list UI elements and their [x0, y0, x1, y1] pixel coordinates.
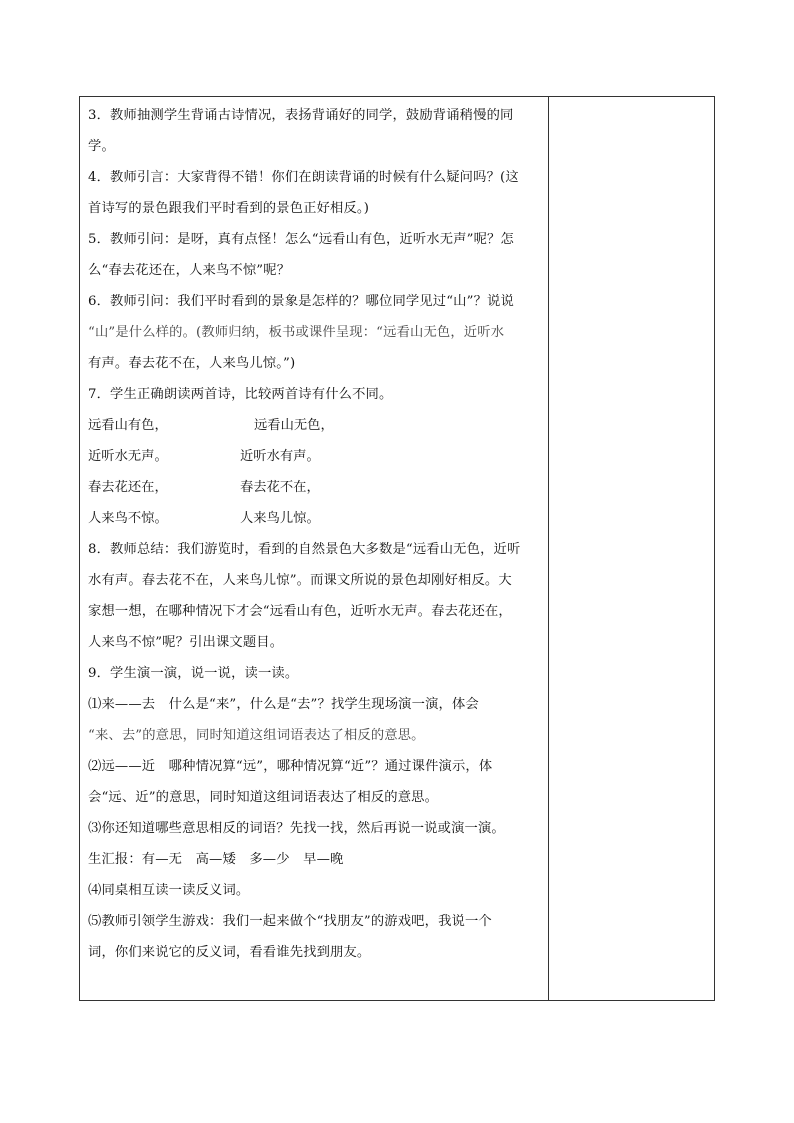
text-line: 生汇报：有—无 高—矮 多—少 早—晚: [88, 852, 344, 867]
poem-original-line: 人来鸟不惊。: [88, 511, 168, 526]
lesson-table: [79, 96, 715, 1001]
text-line: 词，你们来说它的反义词，看看谁先找到朋友。: [88, 945, 371, 960]
poem-contrast-line: 远看山无色，: [254, 418, 334, 433]
poem-original-line: 远看山有色，: [88, 418, 168, 433]
text-line: 4．教师引言：大家背得不错！你们在朗读背诵的时候有什么疑问吗？(这: [88, 170, 519, 185]
poem-contrast-line: 春去花不在，: [240, 480, 320, 495]
lesson-content-cell: [80, 97, 549, 1000]
text-line: 学。: [88, 139, 115, 154]
text-line: 家想一想，在哪种情况下才会“远看山有色，近听水无声。春去花还在，: [88, 604, 512, 619]
text-line: 8．教师总结：我们游览时，看到的自然景色大多数是“远看山无色，近听: [88, 542, 521, 557]
poem-contrast-line: 近听水有声。: [240, 449, 320, 464]
poem-row: [88, 410, 541, 441]
text-line: ⑴来——去 什么是“来”，什么是“去”？找学生现场演一演，体会: [88, 697, 479, 712]
text-line: 6．教师引问：我们平时看到的景象是怎样的？哪位同学见过“山”？说说: [88, 294, 514, 309]
text-line: “山”是什么样的。(教师归纳，板书或课件呈现：“远看山无色，近听水: [88, 325, 505, 340]
poem-row: [88, 472, 541, 503]
text-line: 9．学生演一演，说一说，读一读。: [88, 666, 299, 681]
text-line: 3．教师抽测学生背诵古诗情况，表扬背诵好的同学，鼓励背诵稍慢的同: [88, 108, 514, 123]
text-line: 5．教师引问：是呀，真有点怪！怎么“远看山有色，近听水无声”呢？怎: [88, 232, 514, 247]
text-line: 水有声。春去花不在，人来鸟儿惊”。而课文所说的景色却刚好相反。大: [88, 573, 512, 588]
text-line: ⑶你还知道哪些意思相反的词语？先找一找，然后再说一说或演一演。: [88, 821, 505, 836]
text-line: 7．学生正确朗读两首诗，比较两首诗有什么不同。: [88, 387, 393, 402]
text-line: ⑷同桌相互读一读反义词。: [88, 883, 250, 898]
notes-cell: [549, 97, 714, 1000]
text-line: “来、去”的意思，同时知道这组词语表达了相反的意思。: [88, 728, 425, 743]
text-line: 首诗写的景色跟我们平时看到的景色正好相反。): [88, 201, 370, 216]
text-line: 么“春去花还在，人来鸟不惊”呢？: [88, 263, 291, 278]
poem-row: [88, 441, 541, 472]
text-line: ⑵远——近 哪种情况算“远”，哪种情况算“近”？通过课件演示，体: [88, 759, 493, 774]
text-line: 有声。春去花不在，人来鸟儿惊。”): [88, 356, 296, 371]
text-line: ⑸教师引领学生游戏：我们一起来做个“找朋友”的游戏吧，我说一个: [88, 914, 492, 929]
poem-row: [88, 503, 541, 534]
poem-contrast-line: 人来鸟儿惊。: [240, 511, 320, 526]
text-line: 人来鸟不惊”呢？引出课文题目。: [88, 635, 284, 650]
text-line: 会“远、近”的意思，同时知道这组词语表达了相反的意思。: [88, 790, 439, 805]
poem-original-line: 近听水无声。: [88, 449, 168, 464]
poem-original-line: 春去花还在，: [88, 480, 168, 495]
